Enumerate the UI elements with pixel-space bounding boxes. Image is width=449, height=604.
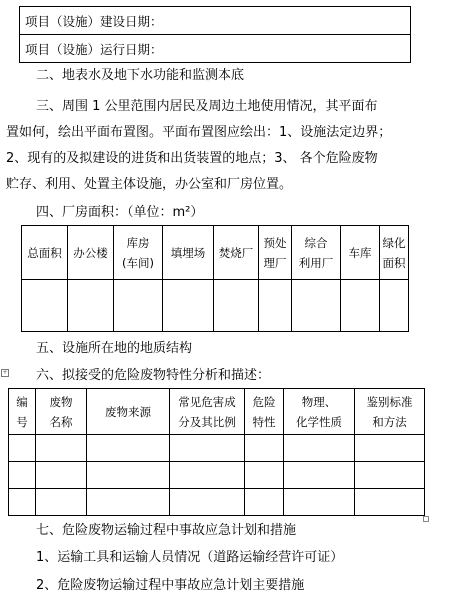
waste-cell[interactable] [284, 462, 355, 489]
section-4-heading: 四、厂房面积：（单位：m²） [36, 205, 204, 220]
factory-area-table [21, 225, 409, 332]
area-cell-office[interactable] [68, 280, 114, 332]
waste-cell[interactable] [245, 462, 284, 489]
area-header-pretreatment: 预处 理厂 [259, 226, 292, 280]
section-5-heading: 五、设施所在地的地质结构 [36, 341, 193, 356]
area-header-row [22, 226, 409, 280]
waste-cell[interactable] [9, 462, 36, 489]
waste-characteristics-table [8, 388, 425, 516]
construction-date-label: 项目（设施）建设日期： [25, 13, 163, 29]
waste-cell[interactable] [355, 462, 425, 489]
area-data-row [22, 280, 409, 332]
section-3-line-2: 置如何，绘出平面布置图。平面布置图应绘出：1、设施法定边界； [6, 125, 392, 140]
section-7-item-1: 1、运输工具和运输人员情况（道路运输经营许可证） [36, 550, 344, 565]
waste-cell[interactable] [284, 435, 355, 462]
area-cell-garage[interactable] [341, 280, 380, 332]
area-cell-pretreatment[interactable] [259, 280, 292, 332]
area-cell-landfill[interactable] [163, 280, 214, 332]
waste-header-standard: 鉴别标准 和方法 [355, 389, 425, 435]
waste-cell[interactable] [245, 489, 284, 516]
area-cell-total[interactable] [22, 280, 68, 332]
operation-date-cell[interactable] [20, 35, 411, 63]
waste-row [9, 435, 425, 462]
waste-cell[interactable] [245, 435, 284, 462]
waste-header-name: 废物 名称 [36, 389, 87, 435]
waste-header-hazard-property: 危险 特性 [245, 389, 284, 435]
waste-cell[interactable] [36, 435, 87, 462]
waste-cell[interactable] [170, 462, 245, 489]
waste-header-physchem: 物理、 化学性质 [284, 389, 355, 435]
waste-cell[interactable] [355, 489, 425, 516]
waste-header-source: 废物来源 [87, 389, 170, 435]
area-cell-incinerator[interactable] [214, 280, 259, 332]
waste-header-hazard-components: 常见危害成 分及其比例 [170, 389, 245, 435]
area-header-landfill: 填埋场 [163, 226, 214, 280]
area-header-total: 总面积 [22, 226, 68, 280]
section-3-line-4: 贮存、利用、处置主体设施，办公室和厂房位置。 [6, 177, 293, 192]
area-header-utilization: 综合 利用厂 [292, 226, 341, 280]
waste-cell[interactable] [9, 435, 36, 462]
waste-cell[interactable] [87, 435, 170, 462]
waste-cell[interactable] [9, 489, 36, 516]
area-header-incinerator: 焚烧厂 [214, 226, 259, 280]
section-6-heading: 六、拟接受的危险废物特性分析和描述： [36, 368, 271, 383]
waste-cell[interactable] [170, 435, 245, 462]
waste-cell[interactable] [284, 489, 355, 516]
section-3-line-3: 2、现有的及拟建设的进货和出货装置的地点；3、 各个危险废物 [6, 151, 378, 166]
section-3-line-1: 三、周围 1 公里范围内居民及周边土地使用情况，其平面布 [36, 99, 378, 114]
waste-row [9, 489, 425, 516]
waste-cell[interactable] [170, 489, 245, 516]
section-2-heading: 二、地表水及地下水功能和监测本底 [36, 68, 245, 83]
waste-row [9, 462, 425, 489]
area-cell-green[interactable] [380, 280, 409, 332]
construction-date-cell[interactable] [20, 7, 411, 35]
table-move-handle-icon[interactable]: + [2, 369, 8, 376]
waste-cell[interactable] [87, 489, 170, 516]
waste-header-row [9, 389, 425, 435]
area-cell-utilization[interactable] [292, 280, 341, 332]
area-header-green: 绿化 面积 [380, 226, 409, 280]
area-header-garage: 车库 [341, 226, 380, 280]
table-resize-handle-icon[interactable] [423, 516, 429, 522]
waste-header-id: 编 号 [9, 389, 36, 435]
operation-date-label: 项目（设施）运行日期： [25, 41, 163, 57]
section-7-item-2: 2、危险废物运输过程中事故应急计划主要措施 [36, 578, 305, 593]
area-header-warehouse: 库房 (车间) [114, 226, 163, 280]
section-7-heading: 七、危险废物运输过程中事故应急计划和措施 [36, 523, 297, 538]
waste-cell[interactable] [355, 435, 425, 462]
waste-cell[interactable] [36, 462, 87, 489]
waste-cell[interactable] [36, 489, 87, 516]
waste-cell[interactable] [87, 462, 170, 489]
project-info-table [19, 6, 411, 63]
area-header-office: 办公楼 [68, 226, 114, 280]
area-cell-warehouse[interactable] [114, 280, 163, 332]
